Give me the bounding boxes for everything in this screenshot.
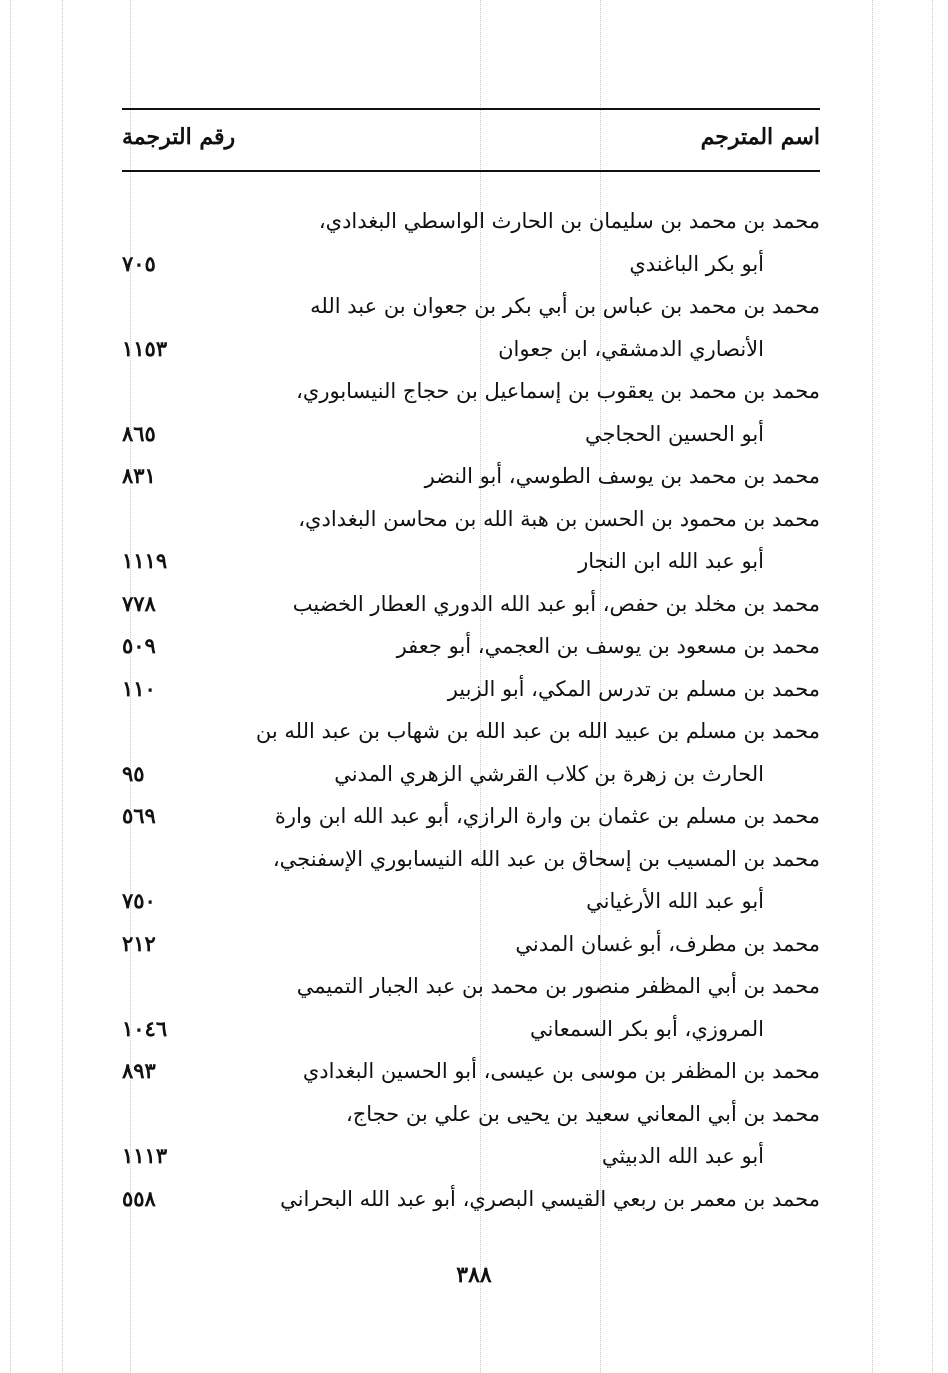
entry-continuation-line	[122, 1135, 820, 1178]
column-header-name: اسم المترجم	[700, 124, 820, 150]
entry-name-line	[122, 838, 820, 881]
entry-continuation-line	[122, 880, 820, 923]
entry-number: ١١٥٣	[122, 335, 168, 361]
entry-name-line	[122, 795, 820, 838]
entry-name-line	[122, 455, 820, 498]
header-bottom-rule	[122, 170, 820, 172]
index-entry	[122, 455, 820, 498]
entry-name-line	[122, 625, 820, 668]
index-entry	[122, 668, 820, 711]
entry-number: ٩٥	[122, 760, 145, 786]
entry-name-line	[122, 923, 820, 966]
entry-name-line	[122, 1093, 820, 1136]
entry-number: ١٠٤٦	[122, 1015, 168, 1041]
entry-name-line	[122, 965, 820, 1008]
entry-text: أبو الحسين الحجاجي	[585, 421, 764, 446]
index-entries	[122, 200, 820, 1220]
entry-number: ٢١٢	[122, 930, 156, 956]
entry-continuation-line	[122, 328, 820, 371]
index-entry	[122, 1178, 820, 1221]
entry-text: المروزي، أبو بكر السمعاني	[529, 1016, 764, 1041]
entry-number: ١١١٣	[122, 1143, 168, 1168]
header-top-rule	[122, 108, 820, 110]
index-entry	[122, 923, 820, 966]
entry-number: ٨٦٥	[122, 420, 156, 446]
entry-text: أبو عبد الله الدبيثي	[601, 1144, 764, 1168]
entry-name-line	[122, 1178, 820, 1221]
entry-text: محمد بن مطرف، أبو غسان المدني	[515, 931, 820, 956]
entry-text: محمد بن محمد بن يعقوب بن إسماعيل بن حجاج النيسابوري،	[296, 379, 820, 403]
entry-number: ٨٩٣	[122, 1058, 156, 1083]
entry-name-line	[122, 200, 820, 243]
index-entry	[122, 498, 820, 583]
entry-text: محمد بن مسلم بن تدرس المكي، أبو الزبير	[447, 676, 820, 701]
index-entry	[122, 795, 820, 838]
scan-dot-line	[10, 0, 11, 1373]
entry-number: ٥٠٩	[122, 633, 156, 658]
entry-number: ٧٧٨	[122, 590, 156, 616]
entry-text: محمد بن محمد بن سليمان بن الحارث الواسطي البغدادي،	[318, 209, 820, 233]
entry-text: محمد بن أبي المعاني سعيد بن يحيى بن علي بن حجاج،	[345, 1101, 820, 1126]
entry-text: محمد بن محمد بن يوسف الطوسي، أبو النضر	[424, 464, 820, 488]
entry-number: ٨٣١	[122, 463, 156, 488]
index-entry	[122, 1050, 820, 1093]
entry-text: محمد بن أبي المظفر منصور بن محمد بن عبد الجبار التميمي	[296, 974, 820, 998]
index-entry	[122, 965, 820, 1050]
entry-text: أبو بكر الباغندي	[629, 251, 764, 276]
index-entry	[122, 625, 820, 668]
entry-text: محمد بن المظفر بن موسى بن عيسى، أبو الحسين البغدادي	[302, 1059, 820, 1083]
entry-name-line	[122, 285, 820, 328]
column-header-number: رقم الترجمة	[122, 124, 236, 150]
entry-number: ٥٥٨	[122, 1185, 156, 1211]
entry-text: محمد بن مسلم بن عبيد الله بن عبد الله بن شهاب بن عبد الله بن	[255, 719, 820, 743]
scan-dot-line	[932, 0, 933, 1373]
index-entry	[122, 370, 820, 455]
entry-continuation-line	[122, 413, 820, 456]
table-header	[122, 118, 820, 158]
entry-name-line	[122, 710, 820, 753]
entry-text: محمد بن معمر بن ربعي القيسي البصري، أبو عبد الله البحراني	[280, 1186, 820, 1211]
entry-number: ٥٦٩	[122, 803, 156, 828]
entry-text: محمد بن المسيب بن إسحاق بن عبد الله النيسابوري الإسفنجي،	[272, 846, 820, 871]
entry-continuation-line	[122, 1008, 820, 1051]
entry-text: الحارث بن زهرة بن كلاب القرشي الزهري المدني	[334, 761, 764, 786]
index-entry	[122, 838, 820, 923]
entry-name-line	[122, 1050, 820, 1093]
index-entry	[122, 583, 820, 626]
index-entry	[122, 710, 820, 795]
entry-text: أبو عبد الله الأرغياني	[586, 889, 764, 913]
entry-text: محمد بن محمد بن عباس بن أبي بكر بن جعوان بن عبد الله	[310, 294, 820, 318]
entry-continuation-line	[122, 753, 820, 796]
entry-number: ١١١٩	[122, 548, 168, 573]
entry-number: ١١٠	[122, 675, 156, 701]
entry-text: أبو عبد الله ابن النجار	[578, 549, 764, 573]
entry-name-line	[122, 583, 820, 626]
scan-dot-line	[872, 0, 873, 1373]
index-entry	[122, 285, 820, 370]
entry-name-line	[122, 498, 820, 541]
entry-number: ٧٠٥	[122, 250, 156, 276]
index-entry	[122, 1093, 820, 1178]
entry-name-line	[122, 370, 820, 413]
entry-text: محمد بن مسعود بن يوسف بن العجمي، أبو جعفر	[396, 634, 820, 658]
entry-name-line	[122, 668, 820, 711]
entry-text: الأنصاري الدمشقي، ابن جعوان	[498, 336, 764, 361]
entry-text: محمد بن مسلم بن عثمان بن وارة الرازي، أبو عبد الله ابن وارة	[274, 804, 820, 828]
page-number: ٣٨٨	[456, 1262, 492, 1288]
scan-dot-line	[62, 0, 63, 1373]
entry-number: ٧٥٠	[122, 888, 156, 913]
entry-continuation-line	[122, 243, 820, 286]
entry-continuation-line	[122, 540, 820, 583]
entry-text: محمد بن محمود بن الحسن بن هبة الله بن محاسن البغدادي،	[298, 506, 820, 531]
index-entry	[122, 200, 820, 285]
entry-text: محمد بن مخلد بن حفص، أبو عبد الله الدوري العطار الخضيب	[292, 591, 820, 616]
